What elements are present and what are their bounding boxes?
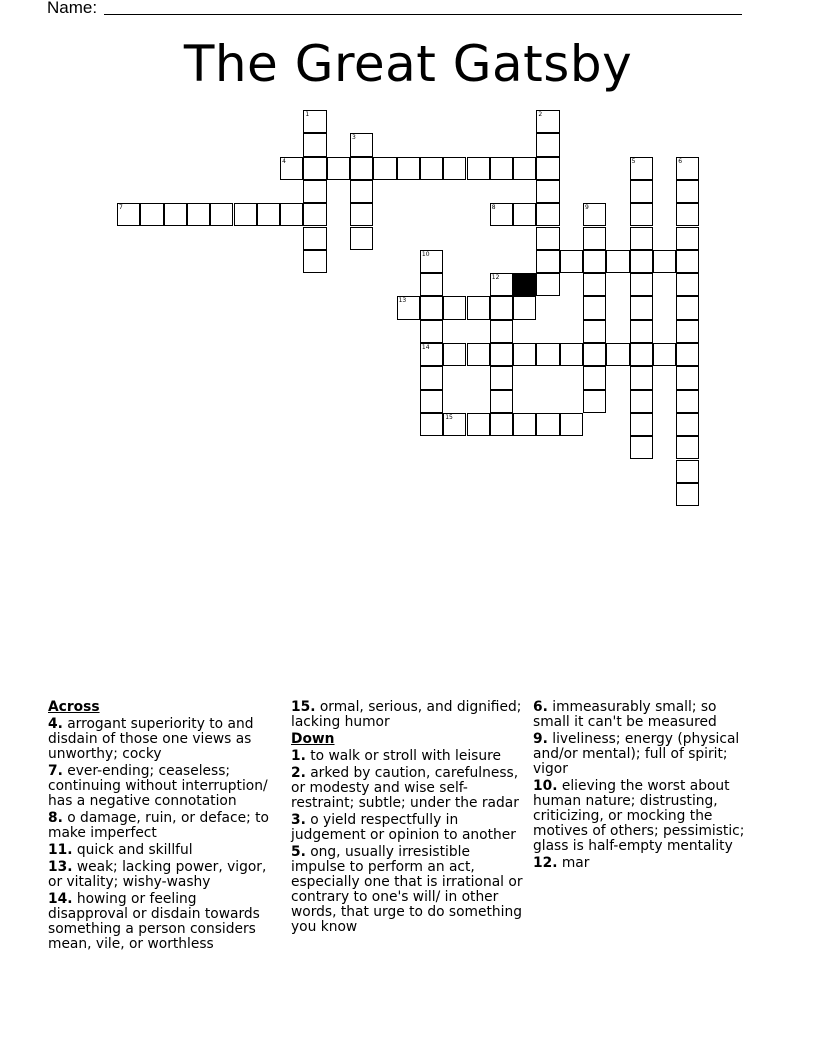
clue-across-4 (48, 717, 276, 762)
clue-across-14 (48, 892, 276, 952)
grid-cell[interactable] (536, 343, 559, 366)
clue-text: howing or feeling disapproval or disdain towards something a person considers mean, vile, or worthless (48, 891, 260, 952)
grid-cell[interactable] (467, 413, 490, 436)
grid-cell[interactable] (536, 413, 559, 436)
grid-cell[interactable] (420, 157, 443, 180)
clue-across-15 (291, 700, 527, 730)
grid-cell[interactable] (467, 157, 490, 180)
grid-cell[interactable] (606, 250, 629, 273)
grid-cell[interactable] (676, 157, 699, 180)
grid-cell[interactable] (490, 296, 513, 319)
grid-cell[interactable] (490, 343, 513, 366)
clue-number: 1. (291, 748, 306, 764)
grid-cell[interactable] (420, 296, 443, 319)
grid-cell[interactable] (583, 366, 606, 389)
clue-number: 12. (533, 855, 558, 871)
grid-cell[interactable] (467, 296, 490, 319)
grid-cell[interactable] (653, 343, 676, 366)
grid-cell[interactable] (140, 203, 163, 226)
grid-cell[interactable] (303, 133, 326, 156)
name-label: Name: (47, 0, 98, 17)
clue-number: 15. (291, 699, 316, 715)
grid-cell[interactable] (630, 343, 653, 366)
clue-number-label: 4 (282, 157, 286, 165)
clue-number: 14. (48, 891, 73, 907)
grid-cell[interactable] (490, 390, 513, 413)
clues-column-2 (291, 700, 527, 937)
grid-cell[interactable] (630, 413, 653, 436)
clue-down-5 (291, 845, 527, 935)
grid-cell[interactable] (630, 157, 653, 180)
grid-cell[interactable] (583, 343, 606, 366)
clue-across-7 (48, 764, 276, 809)
grid-cell[interactable] (303, 227, 326, 250)
clue-text: ormal, serious, and dignified; lacking humor (291, 699, 522, 730)
grid-cell[interactable] (443, 296, 466, 319)
clue-down-1 (291, 749, 527, 764)
grid-cell[interactable] (490, 273, 513, 296)
clue-number: 7. (48, 763, 63, 779)
grid-cell[interactable] (630, 296, 653, 319)
page-title: The Great Gatsby (183, 35, 633, 93)
grid-cell[interactable] (490, 157, 513, 180)
clue-number: 10. (533, 778, 558, 794)
grid-cell[interactable] (536, 273, 559, 296)
clue-number-label: 8 (491, 204, 496, 212)
clue-number-label: 14 (421, 344, 430, 351)
clue-number-label: 2 (538, 111, 543, 118)
clue-text: to walk or stroll with leisure (305, 748, 501, 764)
grid-cell[interactable] (676, 460, 699, 483)
clue-text: weak; lacking power, vigor, or vitality; wishy-washy (48, 859, 267, 890)
grid-cell[interactable] (653, 250, 676, 273)
across-heading: Across (48, 699, 100, 715)
clue-text: quick and skillful (72, 842, 193, 858)
grid-cell[interactable] (443, 413, 466, 436)
grid-cell[interactable] (583, 250, 606, 273)
grid-cell[interactable] (303, 180, 326, 203)
grid-cell[interactable] (303, 110, 326, 133)
grid-cell[interactable] (583, 273, 606, 296)
grid-cell[interactable] (630, 203, 653, 226)
grid-cell[interactable] (583, 203, 606, 226)
grid-cell[interactable] (467, 343, 490, 366)
grid-cell[interactable] (536, 180, 559, 203)
grid-cell[interactable] (630, 180, 653, 203)
grid-cell[interactable] (676, 296, 699, 319)
grid-cell[interactable] (630, 227, 653, 250)
grid-cell[interactable] (676, 227, 699, 250)
grid-cell[interactable] (490, 203, 513, 226)
grid-cell[interactable] (536, 203, 559, 226)
grid-cell[interactable] (630, 436, 653, 459)
grid-cell[interactable] (257, 203, 280, 226)
clue-number-label: 6 (678, 157, 683, 165)
clue-text: ong, usually irresistible impulse to perform an act, especially one that is irrational or contrary to one's will/ in other words, that urge to do something you know (291, 844, 523, 935)
grid-cell[interactable] (303, 203, 326, 226)
grid-cell[interactable] (234, 203, 257, 226)
clue-text: immeasurably small; so small it can't be measured (533, 699, 717, 730)
clue-number-label: 15 (445, 413, 453, 421)
clue-down-9 (533, 732, 755, 777)
grid-cell[interactable] (676, 436, 699, 459)
grid-cell[interactable] (676, 273, 699, 296)
grid-cell[interactable] (397, 296, 420, 319)
clue-text: elieving the worst about human nature; distrusting, criticizing, or mocking the motives of others; pessimistic; glass is half-empty mentality (533, 778, 745, 854)
grid-cell[interactable] (676, 366, 699, 389)
clue-number-label: 12 (491, 274, 500, 282)
grid-cell[interactable] (513, 413, 536, 436)
grid-cell[interactable] (536, 110, 559, 133)
grid-cell[interactable] (350, 203, 373, 226)
grid-cell[interactable] (420, 390, 443, 413)
grid-cell[interactable] (606, 343, 629, 366)
clue-number-label: 5 (631, 157, 636, 165)
grid-cell[interactable] (630, 390, 653, 413)
clue-down-2 (291, 766, 527, 811)
grid-cell[interactable] (443, 157, 466, 180)
clue-number: 9. (533, 731, 548, 747)
grid-cell[interactable] (676, 320, 699, 343)
clue-number: 11. (48, 842, 73, 858)
grid-cell[interactable] (513, 296, 536, 319)
clue-number-label: 9 (585, 204, 589, 212)
clue-number: 4. (48, 716, 63, 732)
clue-across-11 (48, 843, 276, 858)
clue-number-label: 10 (421, 250, 430, 258)
clue-text: ever-ending; ceaseless; continuing without interruption/ has a negative connotation (48, 763, 268, 809)
grid-cell[interactable] (280, 157, 303, 180)
grid-cell[interactable] (420, 320, 443, 343)
grid-cell[interactable] (676, 180, 699, 203)
down-heading: Down (291, 731, 335, 747)
grid-cell[interactable] (490, 320, 513, 343)
grid-cell[interactable] (630, 366, 653, 389)
grid-cell[interactable] (350, 133, 373, 156)
grid-cell[interactable] (676, 413, 699, 436)
grid-cell[interactable] (303, 250, 326, 273)
grid-block (513, 273, 536, 296)
grid-cell[interactable] (513, 203, 536, 226)
grid-cell[interactable] (420, 413, 443, 436)
grid-cell[interactable] (560, 413, 583, 436)
grid-cell[interactable] (327, 157, 350, 180)
grid-cell[interactable] (676, 203, 699, 226)
clues-column-1 (48, 700, 276, 954)
clue-down-6 (533, 700, 755, 730)
grid-cell[interactable] (397, 157, 420, 180)
grid-cell[interactable] (630, 320, 653, 343)
grid-cell[interactable] (676, 250, 699, 273)
grid-cell[interactable] (187, 203, 210, 226)
grid-cell[interactable] (513, 343, 536, 366)
grid-cell[interactable] (280, 203, 303, 226)
clue-number-label: 3 (352, 134, 356, 142)
clues-column-3 (533, 700, 755, 873)
grid-cell[interactable] (420, 366, 443, 389)
grid-cell[interactable] (630, 250, 653, 273)
clue-text: o damage, ruin, or deface; to make imperfect (48, 810, 269, 841)
crossword-grid (0, 0, 816, 480)
grid-cell[interactable] (490, 366, 513, 389)
clue-number-label: 7 (119, 204, 123, 212)
grid-cell[interactable] (490, 413, 513, 436)
grid-cell[interactable] (350, 157, 373, 180)
clue-down-10 (533, 779, 755, 854)
grid-cell[interactable] (583, 320, 606, 343)
grid-cell[interactable] (350, 180, 373, 203)
grid-cell[interactable] (303, 157, 326, 180)
clue-text: mar (557, 855, 590, 871)
grid-cell[interactable] (676, 343, 699, 366)
grid-cell[interactable] (420, 343, 443, 366)
grid-cell[interactable] (513, 157, 536, 180)
grid-cell[interactable] (536, 227, 559, 250)
grid-cell[interactable] (676, 390, 699, 413)
clue-number: 8. (48, 810, 63, 826)
clue-text: arrogant superiority to and disdain of those one views as unworthy; cocky (48, 716, 254, 762)
grid-cell[interactable] (117, 203, 140, 226)
clue-number: 5. (291, 844, 306, 860)
clue-number: 13. (48, 859, 73, 875)
clue-across-8 (48, 811, 276, 841)
grid-cell[interactable] (443, 343, 466, 366)
grid-cell[interactable] (583, 390, 606, 413)
grid-cell[interactable] (536, 157, 559, 180)
grid-cell[interactable] (536, 250, 559, 273)
clue-number-label: 1 (305, 111, 310, 118)
grid-cell[interactable] (373, 157, 396, 180)
grid-cell[interactable] (350, 227, 373, 250)
grid-cell[interactable] (210, 203, 233, 226)
grid-cell[interactable] (420, 273, 443, 296)
grid-cell[interactable] (560, 343, 583, 366)
clue-number: 6. (533, 699, 548, 715)
clue-text: o yield respectfully in judgement or opinion to another (291, 812, 516, 843)
grid-cell[interactable] (583, 227, 606, 250)
clue-across-13 (48, 860, 276, 890)
grid-cell[interactable] (420, 250, 443, 273)
grid-cell[interactable] (630, 273, 653, 296)
clue-text: arked by caution, carefulness, or modesty and wise self-restraint; subtle; under the radar (291, 765, 519, 811)
clue-text: liveliness; energy (physical and/or mental); full of spirit; vigor (533, 731, 740, 777)
clue-down-3 (291, 813, 527, 843)
grid-cell[interactable] (536, 133, 559, 156)
clue-number-label: 13 (398, 297, 407, 305)
grid-cell[interactable] (560, 250, 583, 273)
grid-cell[interactable] (164, 203, 187, 226)
clue-number: 2. (291, 765, 306, 781)
clue-down-12 (533, 856, 755, 871)
grid-cell[interactable] (583, 296, 606, 319)
grid-cell[interactable] (676, 483, 699, 506)
clue-number: 3. (291, 812, 306, 828)
